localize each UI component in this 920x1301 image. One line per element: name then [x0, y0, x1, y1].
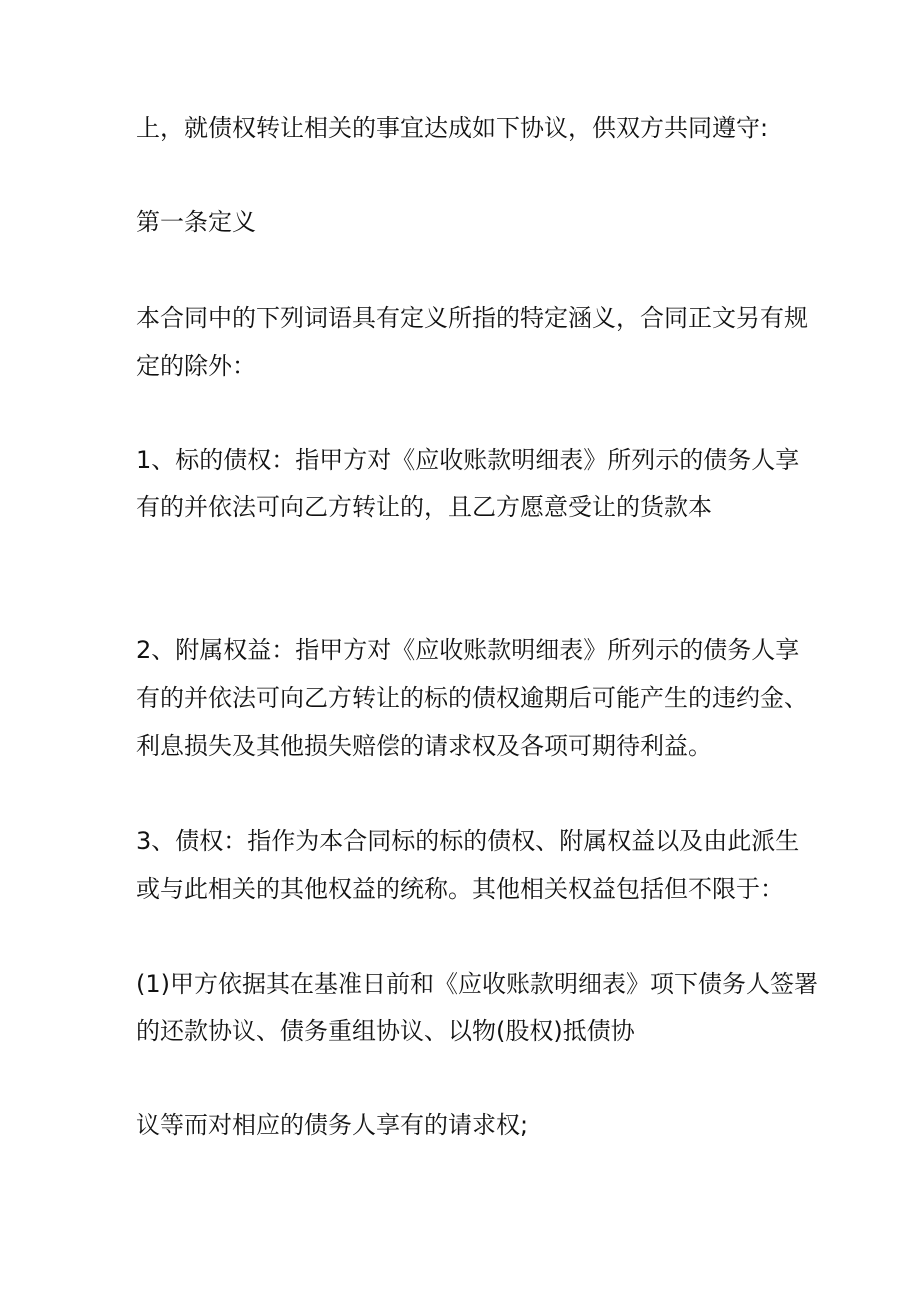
text-line-item3-b: 或与此相关的其他权益的统称。其他相关权益包括但不限于：	[136, 875, 784, 903]
text-line-item1-a: 1、标的债权：指甲方对《应收账款明细表》所列示的债务人享	[136, 446, 800, 474]
text-line-subitem1-a: (1)甲方依据其在基准日前和《应收账款明细表》项下债务人签署	[136, 970, 818, 998]
text-line-intro: 上，就债权转让相关的事宜达成如下协议，供双方共同遵守:	[136, 114, 769, 142]
text-line-item1-b: 有的并依法可向乙方转让的，且乙方愿意受让的货款本	[136, 493, 712, 521]
text-line-item2-c: 利息损失及其他损失赔偿的请求权及各项可期待利益。	[136, 732, 712, 760]
text-line-definition-intro-1: 本合同中的下列词语具有定义所指的特定涵义，合同正文另有规	[136, 304, 808, 332]
text-line-item3-a: 3、债权：指作为本合同标的标的债权、附属权益以及由此派生	[136, 827, 800, 855]
text-line-item2-b: 有的并依法可向乙方转让的标的债权逾期后可能产生的违约金、	[136, 684, 808, 712]
text-line-definition-intro-2: 定的除外：	[136, 352, 256, 380]
text-line-subitem1-b: 的还款协议、债务重组协议、以物(股权)抵债协	[136, 1017, 635, 1045]
text-line-subitem1-c: 议等而对相应的债务人享有的请求权;	[136, 1111, 529, 1139]
text-line-item2-a: 2、附属权益：指甲方对《应收账款明细表》所列示的债务人享	[136, 636, 800, 664]
section-heading: 第一条定义	[136, 208, 256, 236]
